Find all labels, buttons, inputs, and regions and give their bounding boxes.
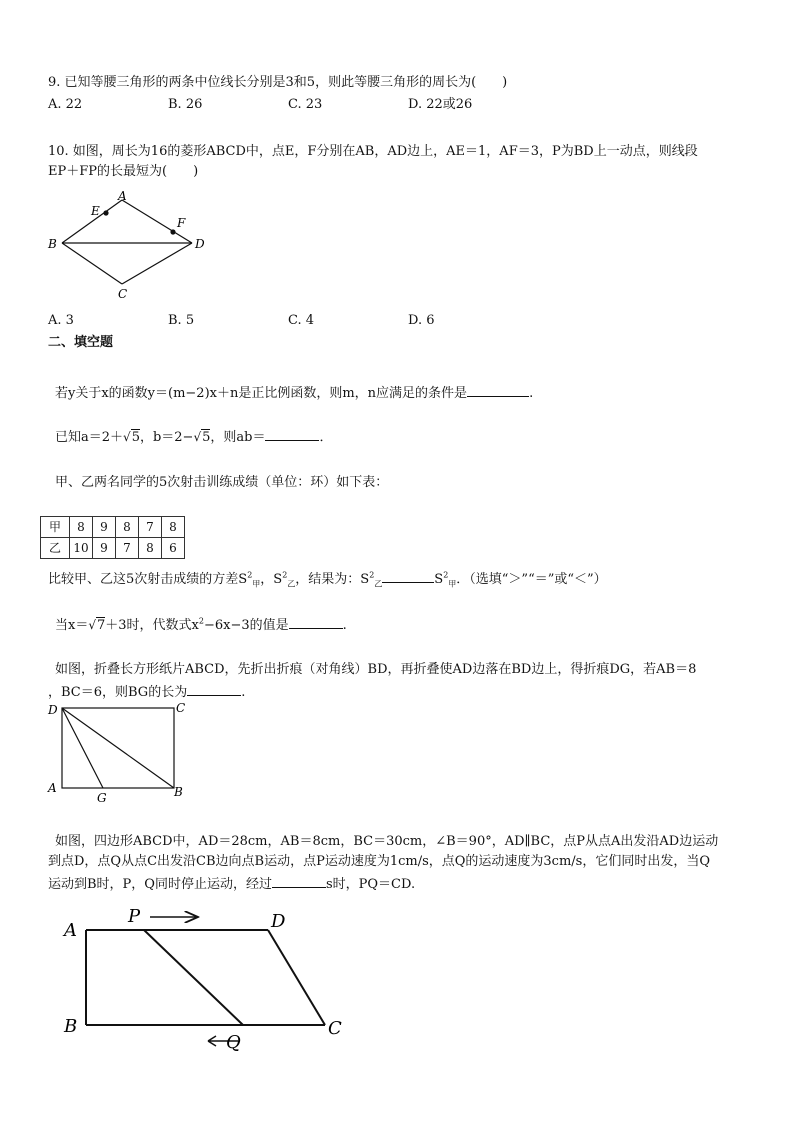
fill5-text: ，BC＝6，则BG的长为 xyxy=(48,685,188,700)
label-c: C xyxy=(118,287,128,301)
sqrt-sign: √ xyxy=(123,430,131,444)
label-q: Q xyxy=(226,1032,241,1053)
fill2-text-b: ，b＝2− xyxy=(139,430,194,445)
diagonal-bd xyxy=(62,708,174,788)
trapezoid-figure xyxy=(58,900,358,1060)
fill1-period: . xyxy=(529,386,534,401)
q10-option-a: A. 3 xyxy=(48,313,74,328)
q10-option-b: B. 5 xyxy=(168,313,195,328)
fill4-answer-blank[interactable] xyxy=(289,614,343,629)
fill6-stem-line2: 到点D，点Q从点C出发沿CB边向点B运动，点P运动速度为1cm/s，点Q的运动速度为3cm/s，它们同时出发，当Q xyxy=(48,854,711,869)
table-cell: 8 xyxy=(116,517,139,538)
fill6-stem-line1: 如图，四边形ABCD中，AD＝28cm，AB＝8cm，BC＝30cm，∠B＝90°，AD∥BC，点P从点A出发沿AD边运动 xyxy=(55,834,719,849)
label-e: E xyxy=(91,204,100,218)
fill5-stem-line1: 如图，折叠长方形纸片ABCD，先折出折痕（对角线）BD，再折叠使AD边落在BD边上，得折痕DG，若AB＝8 xyxy=(55,662,697,677)
table-cell: 6 xyxy=(162,538,185,559)
table-row-yi xyxy=(41,538,185,559)
q9-option-a: A. 22 xyxy=(48,97,83,112)
edge-dc xyxy=(268,930,325,1025)
sqrt-sign: √ xyxy=(88,618,96,632)
q9-stem: 9. 已知等腰三角形的两条中位线长分别是3和5，则此等腰三角形的周长为( ) xyxy=(48,75,508,90)
label-p: P xyxy=(128,906,141,927)
point-f xyxy=(170,229,175,234)
label-a: A xyxy=(64,920,77,941)
score-table xyxy=(40,516,185,559)
table-cell: 10 xyxy=(70,538,93,559)
rhombus-edge-dc xyxy=(122,243,192,284)
q10-option-c: C. 4 xyxy=(288,313,315,328)
fill5-period: . xyxy=(241,685,246,700)
subscript: 甲 xyxy=(252,579,261,589)
q9-option-c: C. 23 xyxy=(288,97,323,112)
fill3-text-a: 比较甲、乙这5次射击成绩的方差S xyxy=(48,572,248,587)
fill3-text-c: ，结果为：S xyxy=(295,572,370,587)
table-cell: 8 xyxy=(139,538,162,559)
section-title: 二、填空题 xyxy=(48,335,114,350)
label-c: C xyxy=(328,1018,342,1039)
table-row-jia xyxy=(41,517,185,538)
table-cell: 7 xyxy=(139,517,162,538)
fill2-radicand-2: 5 xyxy=(202,430,211,445)
superscript: 2 xyxy=(443,570,449,580)
fill4-text-c: −6x−3的值是 xyxy=(203,618,289,633)
superscript: 2 xyxy=(369,570,375,580)
label-b: B xyxy=(64,1016,78,1037)
fill2-period: ． xyxy=(319,430,333,445)
point-e xyxy=(103,210,108,215)
subscript: 乙 xyxy=(287,579,296,589)
table-cell: 9 xyxy=(93,517,116,538)
fill1-answer-blank[interactable] xyxy=(467,382,529,397)
superscript: 2 xyxy=(282,570,288,580)
table-cell: 乙 xyxy=(41,538,70,559)
fill6-text-a: 运动到B时，P，Q同时停止运动，经过 xyxy=(48,877,272,892)
label-d: D xyxy=(48,703,58,717)
rhombus-figure xyxy=(40,188,220,308)
fill3-text-e: ．（选填“＞”“＝”或“＜”） xyxy=(456,572,607,587)
label-g: G xyxy=(97,791,107,805)
label-d: D xyxy=(195,237,205,251)
fill4-stem xyxy=(55,614,347,635)
q10-stem-line1: 10. 如图，周长为16的菱形ABCD中，点E，F分别在AB，AD边上，AE＝1，AF＝3，P为BD上一动点，则线段 xyxy=(48,144,698,159)
subscript: 乙 xyxy=(374,579,383,589)
fill3-question xyxy=(48,568,607,589)
label-f: F xyxy=(177,216,186,230)
fill6-stem-line3 xyxy=(48,873,415,894)
q9-option-d: D. 22或26 xyxy=(408,97,473,112)
fill2-stem xyxy=(55,426,333,447)
subscript: 甲 xyxy=(448,579,457,589)
q10-option-d: D. 6 xyxy=(408,313,435,328)
fill5-answer-blank[interactable] xyxy=(187,681,241,696)
fill4-text-b: ＋3时，代数式x xyxy=(105,618,199,633)
label-d: D xyxy=(271,911,286,932)
fill2-text-a: 已知a＝2＋ xyxy=(55,430,124,445)
superscript: 2 xyxy=(247,570,253,580)
label-a: A xyxy=(48,781,57,795)
rhombus-edge-cb xyxy=(62,243,122,284)
superscript: 2 xyxy=(198,616,204,626)
crease-dg xyxy=(62,708,103,788)
fill2-text-c: ，则ab＝ xyxy=(210,430,266,445)
fill6-answer-blank[interactable] xyxy=(272,873,326,888)
label-b: B xyxy=(174,785,183,799)
fill1-text: 若y关于x的函数y＝(m−2)x＋n是正比例函数，则m，n应满足的条件是 xyxy=(55,386,468,401)
fill2-answer-blank[interactable] xyxy=(265,426,319,441)
fill2-radicand-1: 5 xyxy=(131,430,140,445)
fill6-text-b: s时，PQ＝CD. xyxy=(325,877,416,892)
fill3-intro: 甲、乙两名同学的5次射击训练成绩（单位：环）如下表： xyxy=(55,475,389,490)
q9-option-b: B. 26 xyxy=(168,97,203,112)
fill4-text-a: 当x＝ xyxy=(55,618,89,633)
table-cell: 9 xyxy=(93,538,116,559)
sqrt-sign: √ xyxy=(193,430,202,444)
label-c: C xyxy=(176,701,186,715)
label-b: B xyxy=(48,237,57,251)
segment-pq xyxy=(144,930,243,1025)
fill4-radicand: 7 xyxy=(97,618,106,633)
table-cell: 8 xyxy=(70,517,93,538)
q10-stem-line2: EP＋FP的长最短为( ) xyxy=(48,164,199,179)
fill3-answer-blank[interactable] xyxy=(382,568,434,583)
table-cell: 7 xyxy=(116,538,139,559)
fill1-stem xyxy=(55,382,533,403)
table-cell: 8 xyxy=(162,517,185,538)
table-cell: 甲 xyxy=(41,517,70,538)
label-a: A xyxy=(118,189,127,203)
fill4-period: . xyxy=(342,618,347,633)
fill3-text-b: ，S xyxy=(260,572,283,587)
rectangle-figure xyxy=(40,698,200,808)
fill3-text-d: S xyxy=(434,572,444,587)
